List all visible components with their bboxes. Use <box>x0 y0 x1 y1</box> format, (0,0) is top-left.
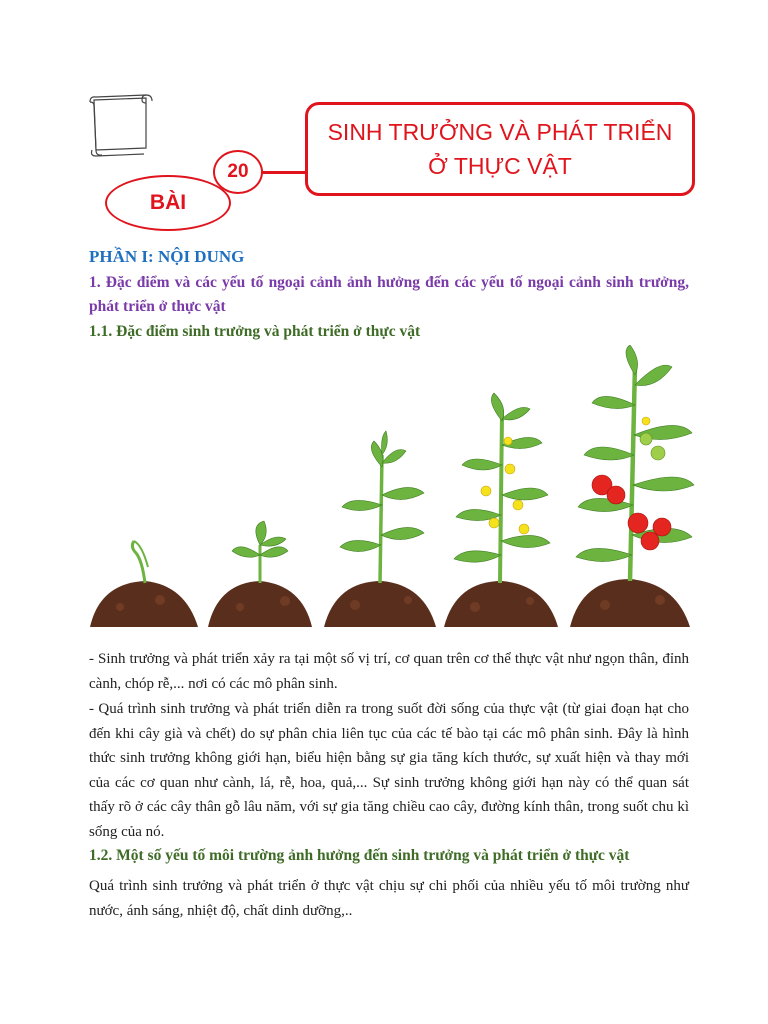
header-connector-line <box>262 171 307 174</box>
part-heading: PHẦN I: NỘI DUNG <box>89 247 245 266</box>
lesson-title-box <box>305 102 695 196</box>
lesson-label-badge <box>105 175 231 231</box>
plant-stage-1 <box>132 541 148 583</box>
plant-stage-3 <box>340 431 424 583</box>
lesson-title-line2: Ở THỰC VẬT <box>428 153 572 179</box>
paragraph-1: - Sinh trưởng và phát triển xảy ra tại một số vị trí, cơ quan trên cơ thể thực vật như ngọn thân, đỉnh cành, chóp rễ,... nơi có các mô phân sinh. <box>89 651 689 692</box>
soil-mounds <box>90 579 690 627</box>
section11-heading: 1.1. Đặc điểm sinh trưởng và phát triển ở thực vật <box>89 323 421 340</box>
lesson-number: 20 <box>227 161 249 182</box>
plant-stage-4 <box>454 393 550 583</box>
lesson-title-line1: SINH TRƯỞNG VÀ PHÁT TRIỂN <box>327 119 673 145</box>
plant-stage-2 <box>232 521 288 583</box>
plant-growth-illustration <box>90 345 730 635</box>
paragraph-2: - Quá trình sinh trưởng và phát triển diễn ra trong suốt đời sống của thực vật (từ giai đoạn hạt cho đến khi cây già và chết) do sự phân chia liên tục của các tế bào tại các mô phân sinh. Đây là hình thức sinh trưởng không giới hạn, biểu hiện bằng sự gia tăng kích thước, sự xuất hiện và thay mới của các cơ quan như cành, lá, rễ, hoa, quả,... Sự sinh trưởng không giới hạn này có thể quan sát thấy rõ ở các cây thân gỗ lâu năm, với sự gia tăng chiều cao cây, đường kính thân, trong suốt chu kì sống của nó. <box>89 701 689 840</box>
lesson-number-badge <box>213 150 263 194</box>
lesson-label: BÀI <box>149 191 187 214</box>
scroll-icon <box>86 92 156 158</box>
plant-stage-5 <box>576 345 694 581</box>
paragraph-3: Quá trình sinh trưởng và phát triển ở thực vật chịu sự chi phối của nhiều yếu tố môi trường như nước, ánh sáng, nhiệt độ, chất dinh dưỡng,.. <box>89 878 689 919</box>
section1-heading: 1. Đặc điểm và các yếu tố ngoại cảnh ảnh hưởng đến các yếu tố ngoại cảnh sinh trưởng, phát triển ở thực vật <box>89 274 689 315</box>
section12-heading: 1.2. Một số yếu tố môi trường ảnh hưởng đến sinh trưởng và phát triển ở thực vật <box>89 847 630 864</box>
